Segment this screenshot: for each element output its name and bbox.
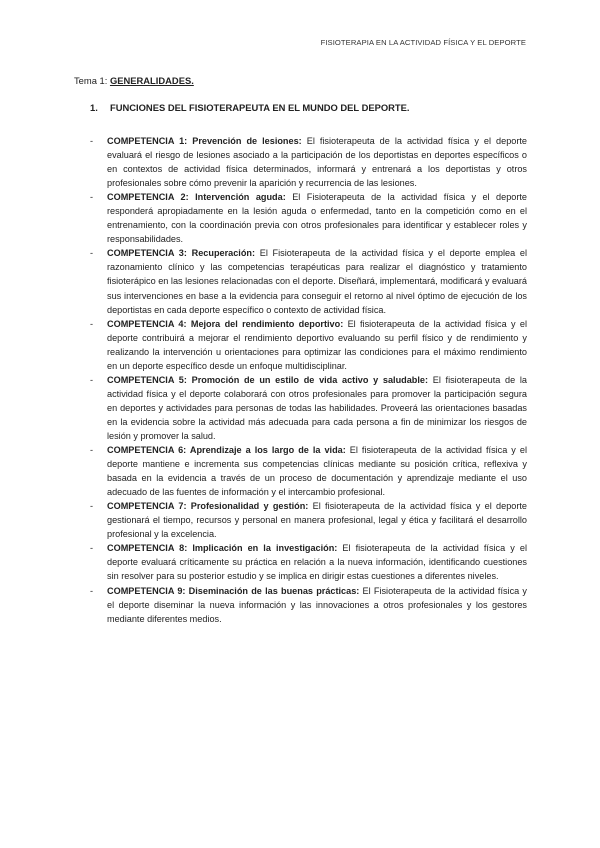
competency-text: El fisioterapeuta de la actividad física y el deporte contribuirá a mejorar el rendimiento deportivo evaluando su perfil físico y de rendimiento y realizando la intervención u orientaciones para optimizar las condiciones para el máximo rendimiento en un deporte específico desde un enfoque multidisciplinar. bbox=[107, 318, 527, 371]
list-dash: - bbox=[90, 318, 94, 329]
competency-title: COMPETENCIA 4: Mejora del rendimiento deportivo: bbox=[107, 318, 344, 329]
competency-item bbox=[90, 499, 527, 541]
competency-item bbox=[90, 246, 527, 316]
competency-item bbox=[90, 373, 527, 443]
list-dash: - bbox=[90, 501, 94, 512]
list-dash: - bbox=[90, 543, 94, 554]
competency-text: El Fisioterapeuta de la actividad física y el deporte diseminar la nueva información y las innovaciones a otros profesionales y los gestores mediante diferentes medios. bbox=[107, 585, 527, 624]
competency-title: COMPETENCIA 5: Promoción de un estilo de vida activo y saludable: bbox=[107, 374, 429, 385]
list-dash: - bbox=[90, 248, 94, 259]
competency-text: El fisioterapeuta de la actividad física y el deporte evaluará críticamente su práctica en relación a la nueva información, identificando cuestiones sin resolver para su posterior estudio y se implica en dirigir estas cuestiones a diferentes niveles. bbox=[107, 543, 527, 582]
competency-text: El fisioterapeuta de la actividad física y el deporte gestionará el tiempo, recursos y personal en manera profesional, legal y ética y facilitará el desarrollo profesional y la excelencia. bbox=[107, 501, 527, 540]
competency-title: COMPETENCIA 3: Recuperación: bbox=[107, 248, 256, 259]
competency-item bbox=[90, 443, 527, 499]
topic-heading bbox=[74, 75, 194, 86]
competency-title: COMPETENCIA 1: Prevención de lesiones: bbox=[107, 136, 302, 146]
section-number: 1. bbox=[90, 102, 98, 113]
competency-title: COMPETENCIA 2: Intervención aguda: bbox=[107, 192, 286, 203]
list-dash: - bbox=[90, 374, 94, 385]
running-header: FISIOTERAPIA EN LA ACTIVIDAD FÍSICA Y EL DEPORTE bbox=[320, 38, 526, 47]
competency-item bbox=[90, 584, 527, 626]
list-dash: - bbox=[90, 136, 94, 146]
section-heading bbox=[90, 102, 410, 113]
competency-title: COMPETENCIA 9: Diseminación de las buenas prácticas: bbox=[107, 585, 360, 596]
list-dash: - bbox=[90, 192, 94, 203]
list-dash: - bbox=[90, 585, 94, 596]
competency-text: El Fisioterapeuta de la actividad física y el deporte emplea el razonamiento clínico y las competencias terapéuticas para realizar el diagnóstico y tratamiento fisioterápico en las lesiones relacionadas con el deporte. Diseñará, implementará, modificará y evaluará sus intervenciones en base a la evidencia para conseguir el retorno al nivel óptimo de ejecución de los deportistas en cada deporte específico o contexto de actividad física. bbox=[107, 248, 527, 315]
competency-item bbox=[90, 190, 527, 246]
competency-title: COMPETENCIA 8: Implicación en la investigación: bbox=[107, 543, 338, 554]
section-title: FUNCIONES DEL FISIOTERAPEUTA EN EL MUNDO DEL DEPORTE. bbox=[110, 102, 410, 113]
competency-text: El fisioterapeuta de la actividad física y el deporte evaluará el riesgo de lesiones asociado a la participación de los deportistas en deportes específicos o en contextos de actividad física determinados, informará y entrenará a los deportistas y otros profesionales sobre cómo prevenir la aparición y recurrencia de las lesiones. bbox=[107, 136, 527, 189]
competency-title: COMPETENCIA 6: Aprendizaje a los largo de la vida: bbox=[107, 445, 346, 456]
topic-prefix: Tema 1: bbox=[74, 75, 110, 86]
list-dash: - bbox=[90, 445, 94, 456]
competency-text: El Fisioterapeuta de la actividad física y el deporte responderá apropiadamente en la lesión aguda o enfermedad, tanto en la competición como en el entrenamiento, con la coordinación previa con otros profesionales para identificar y establecer roles y responsabilidades. bbox=[107, 192, 527, 245]
competency-text: El fisioterapeuta de la actividad física y el deporte mantiene e incrementa sus competencias clínicas mediante su posición crítica, reflexiva y basada en la evidencia a través de un proceso de documentación y aprendizaje mediante el uso adecuado de las fuentes de información y el intercambio profesional. bbox=[107, 445, 527, 498]
competency-item bbox=[90, 317, 527, 373]
competency-item bbox=[90, 541, 527, 583]
topic-title: GENERALIDADES. bbox=[109, 75, 194, 86]
competencies-list bbox=[90, 134, 527, 626]
competency-item bbox=[90, 134, 527, 190]
competency-text: El fisioterapeuta de la actividad física y el deporte colaborará con otros profesionales para promover la participación segura en deportes y actividades para personas de todas las habilidades. Proveerá las orientaciones basadas en la evidencia sobre la actividad más adecuada para cada persona a fin de minimizar los riesgos de lesión y promover la salud. bbox=[107, 374, 528, 441]
competency-title: COMPETENCIA 7: Profesionalidad y gestión: bbox=[107, 501, 309, 512]
